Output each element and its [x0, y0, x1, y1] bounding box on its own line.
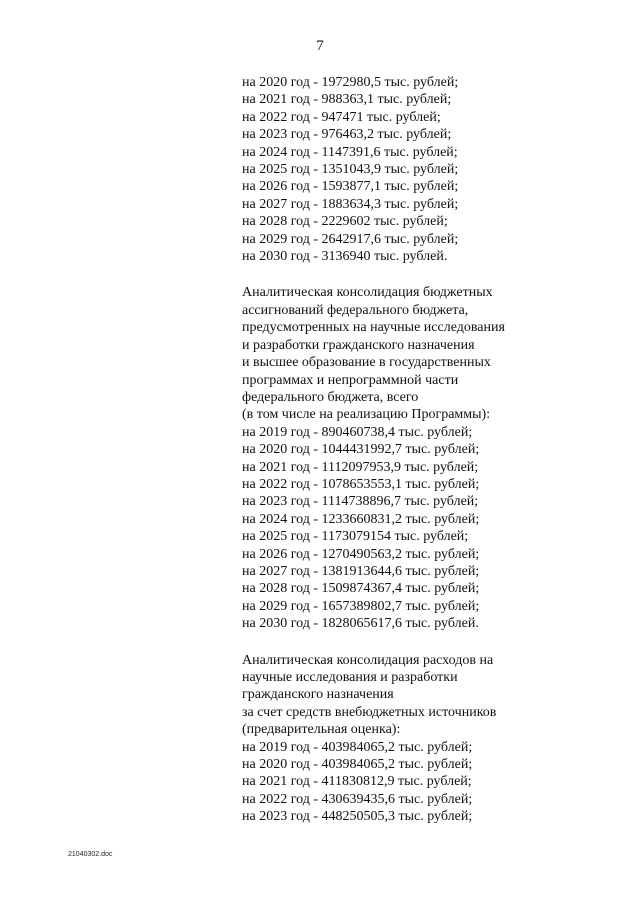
funding-line: на 2029 год - 1657389802,7 тыс. рублей;: [242, 598, 480, 614]
heading-line: гражданского назначения: [242, 687, 394, 703]
funding-line: на 2022 год - 430639435,6 тыс. рублей;: [242, 791, 473, 807]
funding-line: на 2021 год - 988363,1 тыс. рублей;: [242, 92, 452, 108]
funding-line: на 2029 год - 2642917,6 тыс. рублей;: [242, 231, 459, 247]
heading-line: и высшее образование в государственных: [242, 355, 491, 371]
heading-line: Аналитическая консолидация бюджетных: [242, 285, 493, 301]
funding-line: на 2020 год - 1972980,5 тыс. рублей;: [242, 75, 459, 90]
page-number: 7: [316, 38, 324, 54]
document-body: [242, 74, 622, 826]
funding-line: на 2020 год - 403984065,2 тыс. рублей;: [242, 757, 473, 773]
funding-line: на 2020 год - 1044431992,7 тыс. рублей;: [242, 442, 480, 458]
paragraph-gap: [242, 265, 622, 284]
funding-list-block1: [242, 74, 622, 265]
section-heading: [242, 652, 622, 739]
funding-line: на 2025 год - 1173079154 тыс. рублей;: [242, 529, 469, 545]
heading-line: предусмотренных на научные исследования: [242, 320, 505, 336]
funding-line: на 2028 год - 2229602 тыс. рублей;: [242, 214, 448, 230]
funding-line: на 2025 год - 1351043,9 тыс. рублей;: [242, 162, 459, 178]
funding-line: на 2026 год - 1593877,1 тыс. рублей;: [242, 179, 459, 195]
heading-line: (предварительная оценка):: [242, 722, 401, 738]
funding-line: на 2022 год - 947471 тыс. рублей;: [242, 109, 441, 125]
funding-line: на 2019 год - 890460738,4 тыс. рублей;: [242, 424, 473, 440]
funding-line: на 2019 год - 403984065,2 тыс. рублей;: [242, 739, 473, 755]
funding-line: на 2023 год - 976463,2 тыс. рублей;: [242, 127, 452, 143]
funding-line: на 2021 год - 411830812,9 тыс. рублей;: [242, 774, 472, 790]
paragraph-gap: [242, 633, 622, 652]
funding-line: на 2021 год - 1112097953,9 тыс. рублей;: [242, 459, 479, 475]
funding-line: на 2030 год - 1828065617,6 тыс. рублей.: [242, 616, 479, 632]
section-heading: [242, 284, 622, 423]
heading-line: (в том числе на реализацию Программы):: [242, 407, 491, 423]
heading-line: федерального бюджета, всего: [242, 389, 419, 405]
funding-line: на 2030 год - 3136940 тыс. рублей.: [242, 249, 448, 265]
heading-line: и разработки гражданского назначения: [242, 337, 475, 353]
funding-line: на 2023 год - 1114738896,7 тыс. рублей;: [242, 494, 479, 510]
funding-line: на 2023 год - 448250505,3 тыс. рублей;: [242, 809, 473, 825]
heading-line: научные исследования и разработки: [242, 670, 458, 685]
funding-line: на 2024 год - 1233660831,2 тыс. рублей;: [242, 511, 480, 527]
heading-line: программах и непрограммной части: [242, 372, 459, 388]
funding-line: на 2024 год - 1147391,6 тыс. рублей;: [242, 144, 458, 160]
funding-line: на 2028 год - 1509874367,4 тыс. рублей;: [242, 581, 480, 597]
funding-line: на 2027 год - 1381913644,6 тыс. рублей;: [242, 563, 480, 579]
funding-list-block2: [242, 424, 622, 633]
heading-line: Аналитическая консолидация расходов на: [242, 652, 494, 668]
funding-line: на 2022 год - 1078653553,1 тыс. рублей;: [242, 476, 480, 492]
budget-consolidation-section: [242, 284, 622, 632]
extrabudgetary-section: [242, 652, 622, 826]
funding-line: на 2026 год - 1270490563,2 тыс. рублей;: [242, 546, 480, 562]
funding-list-block3: [242, 739, 622, 826]
heading-line: за счет средств внебюджетных источников: [242, 704, 497, 720]
footer-file-name: 21040302.doc: [68, 851, 113, 858]
funding-line: на 2027 год - 1883634,3 тыс. рублей;: [242, 196, 459, 212]
heading-line: ассигнований федерального бюджета,: [242, 302, 469, 318]
